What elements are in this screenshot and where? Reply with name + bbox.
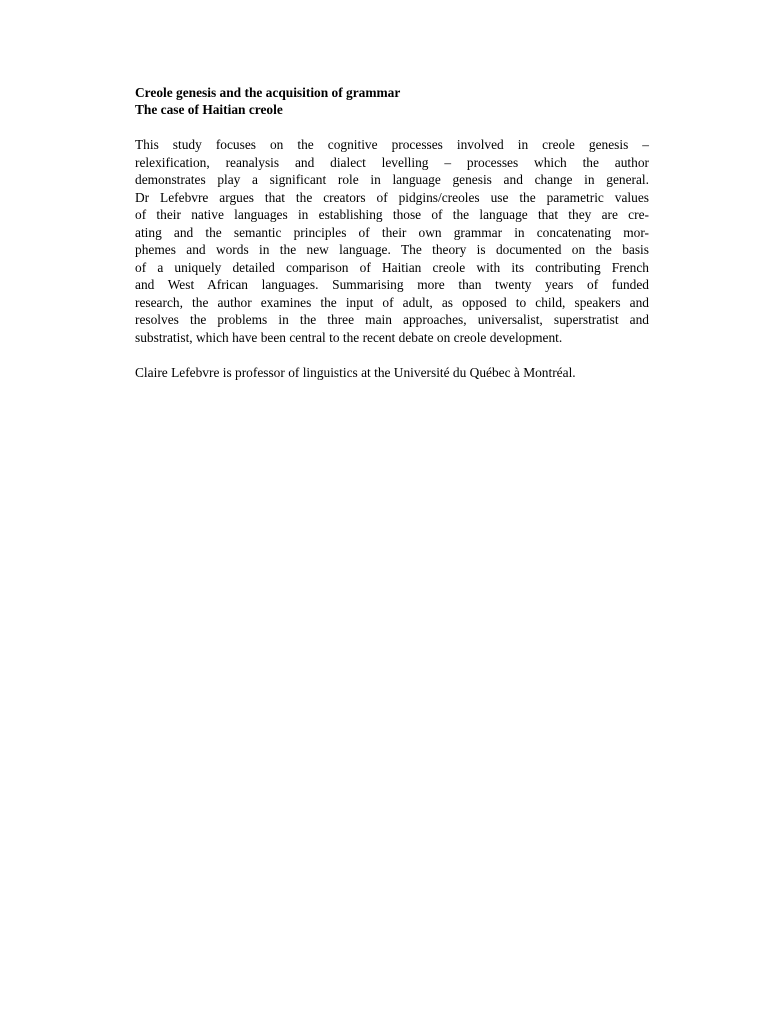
abstract-line: and West African languages. Summarising more than twenty years of funded xyxy=(135,277,649,292)
abstract-line: substratist, which have been central to the recent debate on creole development. xyxy=(135,329,563,345)
abstract-line: of a uniquely detailed comparison of Haitian creole with its contributing French xyxy=(135,259,649,275)
document-page xyxy=(135,84,649,382)
abstract-line: resolves the problems in the three main approaches, universalist, superstratist and xyxy=(135,312,649,327)
title-block xyxy=(135,84,649,118)
abstract-line: This study focuses on the cognitive processes involved in creole genesis – xyxy=(135,137,649,152)
abstract-line: research, the author examines the input of adult, as opposed to child, speakers and xyxy=(135,294,649,310)
book-subtitle: The case of Haitian creole xyxy=(135,102,283,117)
abstract-line: phemes and words in the new language. The theory is documented on the basis xyxy=(135,242,649,257)
abstract-line: Dr Lefebvre argues that the creators of pidgins/creoles use the parametric values xyxy=(135,189,649,205)
abstract-line: of their native languages in establishing those of the language that they are cre- xyxy=(135,207,649,222)
abstract-paragraph xyxy=(135,136,649,346)
book-title: Creole genesis and the acquisition of grammar xyxy=(135,85,401,100)
abstract-line: demonstrates play a significant role in language genesis and change in general. xyxy=(135,172,649,187)
author-bio: Claire Lefebvre is professor of linguistics at the Université du Québec à Montréal. xyxy=(135,365,576,380)
abstract-line: ating and the semantic principles of their own grammar in concatenating mor- xyxy=(135,224,649,240)
abstract-line: relexification, reanalysis and dialect levelling – processes which the author xyxy=(135,154,649,170)
